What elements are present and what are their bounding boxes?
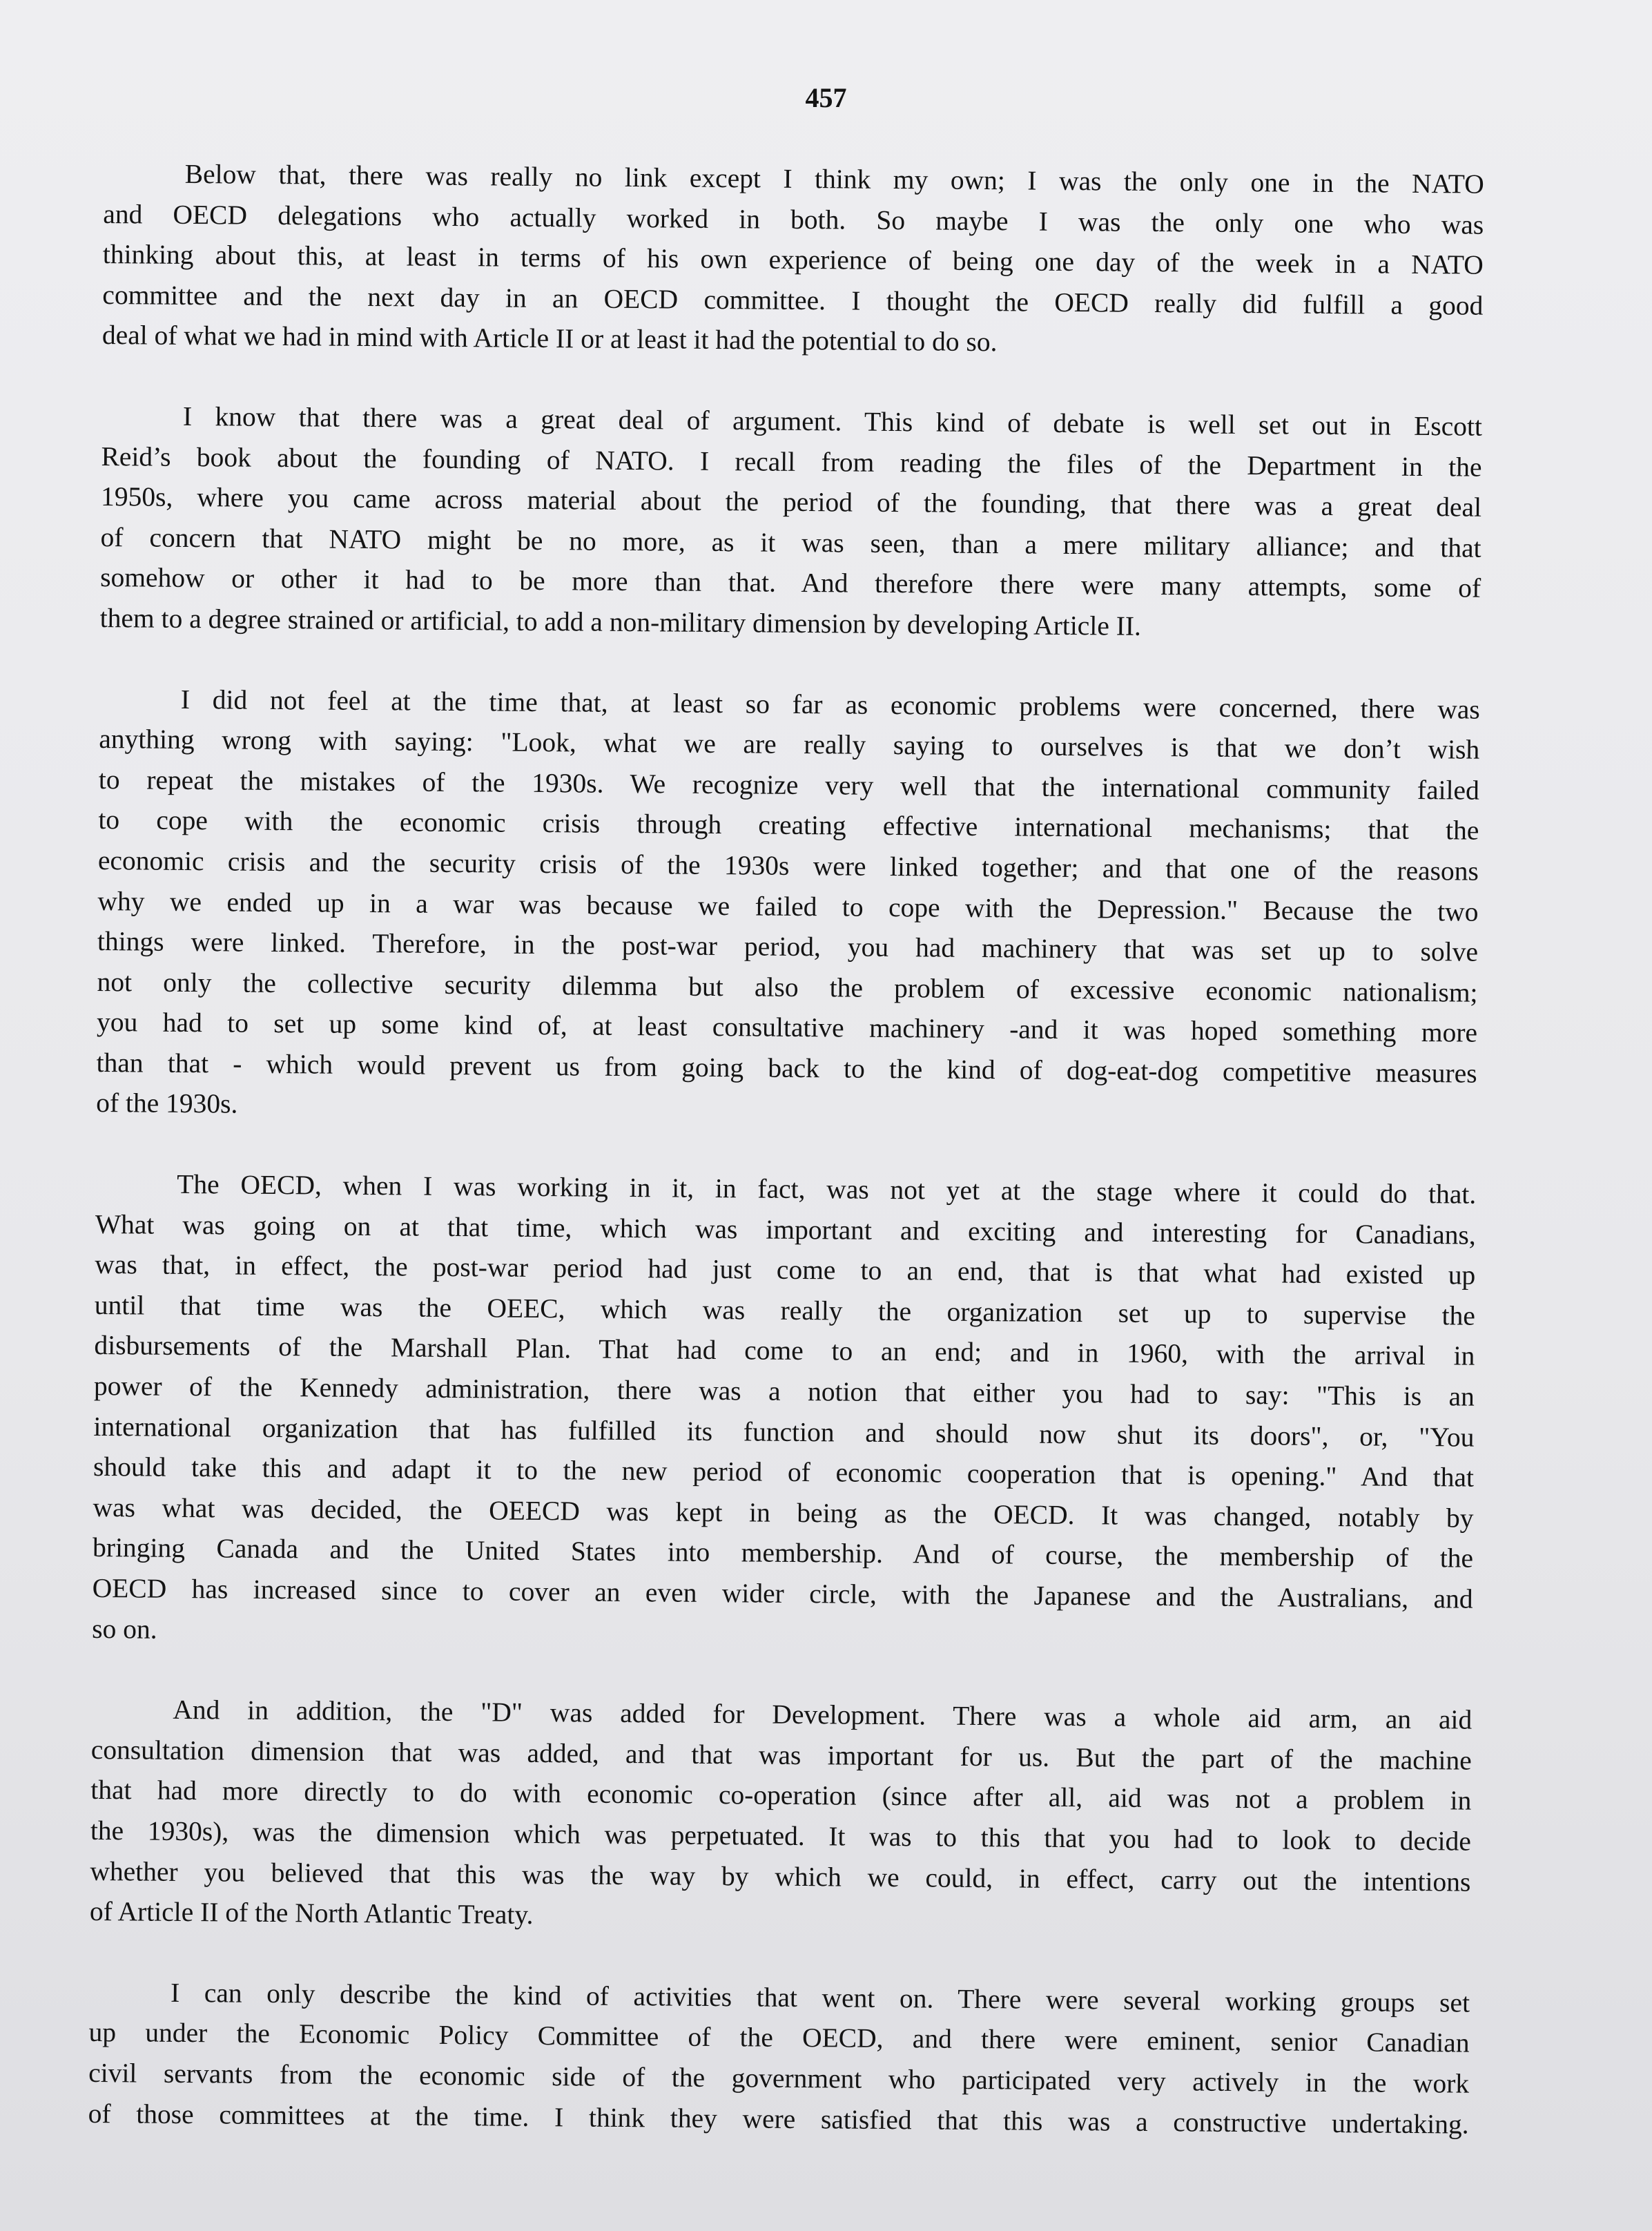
paragraph-5 [90,1689,1473,1942]
text-line: of concern that NATO might be no more, as it was seen, than a mere military alliance; and that [100,521,1481,563]
paragraph-2 [99,396,1482,649]
text-line: of those committees at the time. I think they were satisfied that this was a constructive undertaking. [88,2098,1469,2140]
text-line: I can only describe the kind of activities that went on. There were several working groups set [170,1977,1470,2018]
text-line: them to a degree strained or artificial, to add a non-military dimension by developing Article II. [99,602,1142,641]
text-line: bringing Canada and the United States into membership. And of course, the membership of the [92,1532,1474,1574]
text-line: was what was decided, the OEECD was kept in being as the OECD. It was changed, notably by [93,1491,1474,1534]
text-line: the 1930s), was the dimension which was perpetuated. It was to this that you had to look to decide [90,1815,1472,1857]
paragraph-3 [96,679,1480,1134]
body-text [88,153,1484,2185]
text-line: to repeat the mistakes of the 1930s. We recognize very well that the international community failed [98,764,1479,806]
text-line: was that, in effect, the post-war period had just come to an end, that is that what had existed up [95,1249,1476,1291]
text-line: and OECD delegations who actually worked in both. So maybe I was the only one who was [103,198,1484,240]
text-line: so on. [92,1613,157,1645]
text-line: I know that there was a great deal of argument. This kind of debate is well set out in Escott [182,400,1483,442]
text-line: things were linked. Therefore, in the post-war period, you had machinery that was set up to solve [97,926,1479,967]
text-line: somehow or other it had to be more than that. And therefore there were many attempts, some of [100,562,1481,604]
text-line: whether you believed that this was the way by which we could, in effect, carry out the intentions [90,1855,1471,1897]
text-line: anything wrong with saying: "Look, what we are really saying to ourselves is that we don’t wish [99,724,1480,765]
text-line: to cope with the economic crisis through creating effective international mechanisms; that the [98,804,1479,846]
text-line: of the 1930s. [96,1088,238,1120]
text-line: And in addition, the "D" was added for Development. There was a whole aid arm, an aid [173,1694,1473,1735]
text-line: consultation dimension that was added, and that was important for us. But the part of the machine [90,1734,1472,1776]
text-line: up under the Economic Policy Committee of the OECD, and there were eminent, senior Canadian [88,2017,1470,2058]
text-line: international organization that has fulfilled its function and should now shut its doors", or, "You [93,1411,1475,1453]
text-line: I did not feel at the time that, at least so far as economic problems were concerned, there was [180,684,1480,725]
text-line: than that - which would prevent us from going back to the kind of dog-eat-dog competitive measures [96,1047,1477,1089]
text-line: disbursements of the Marshall Plan. That had come to an end; and in 1960, with the arrival in [94,1330,1475,1372]
text-line: economic crisis and the security crisis of the 1930s were linked together; and that one of the reasons [97,844,1479,887]
text-line: OECD has increased since to cover an even wider circle, with the Japanese and the Australians, and [92,1572,1473,1614]
text-line: you had to set up some kind of, at least consultative machinery -and it was hoped something more [96,1007,1478,1048]
text-line: What was going on at that time, which was important and exciting and interesting for Canadians, [95,1208,1476,1250]
text-line: power of the Kennedy administration, there was a notion that either you had to say: "This is an [93,1370,1475,1412]
text-line: 1950s, where you came across material about the period of the founding, that there was a great deal [100,481,1482,523]
text-line: of Article II of the North Atlantic Treaty. [89,1896,534,1931]
paragraph-1 [102,153,1484,367]
text-line: not only the collective security dilemma but also the problem of excessive economic nationalism; [97,966,1478,1008]
paragraph-4 [92,1163,1476,1660]
text-line: civil servants from the economic side of the government who participated very actively in the work [88,2057,1470,2099]
text-line: should take this and adapt it to the new period of economic cooperation that is opening." And that [93,1451,1475,1493]
text-line: thinking about this, at least in terms of his own experience of being one day of the week in a NATO [102,239,1484,280]
text-line: Reid’s book about the founding of NATO. I recall from reading the files of the Department in the [101,441,1482,483]
text-line: why we ended up in a war was because we failed to cope with the Depression." Because the two [97,885,1479,927]
paragraph-6 [88,1972,1470,2145]
text-line: deal of what we had in mind with Article II or at least it had the potential to do so. [101,320,998,358]
page-number: 457 [805,82,847,113]
text-line: Below that, there was really no link except I think my own; I was the only one in the NATO [184,158,1484,200]
text-line: that had more directly to do with economic co-operation (since after all, aid was not a problem in [90,1775,1472,1817]
text-line: committee and the next day in an OECD committee. I thought the OECD really did fulfill a good [102,279,1484,321]
text-line: until that time was the OEEC, which was really the organization set up to supervise the [94,1289,1476,1331]
text-line: The OECD, when I was working in it, in fact, was not yet at the stage where it could do that. [177,1168,1477,1210]
